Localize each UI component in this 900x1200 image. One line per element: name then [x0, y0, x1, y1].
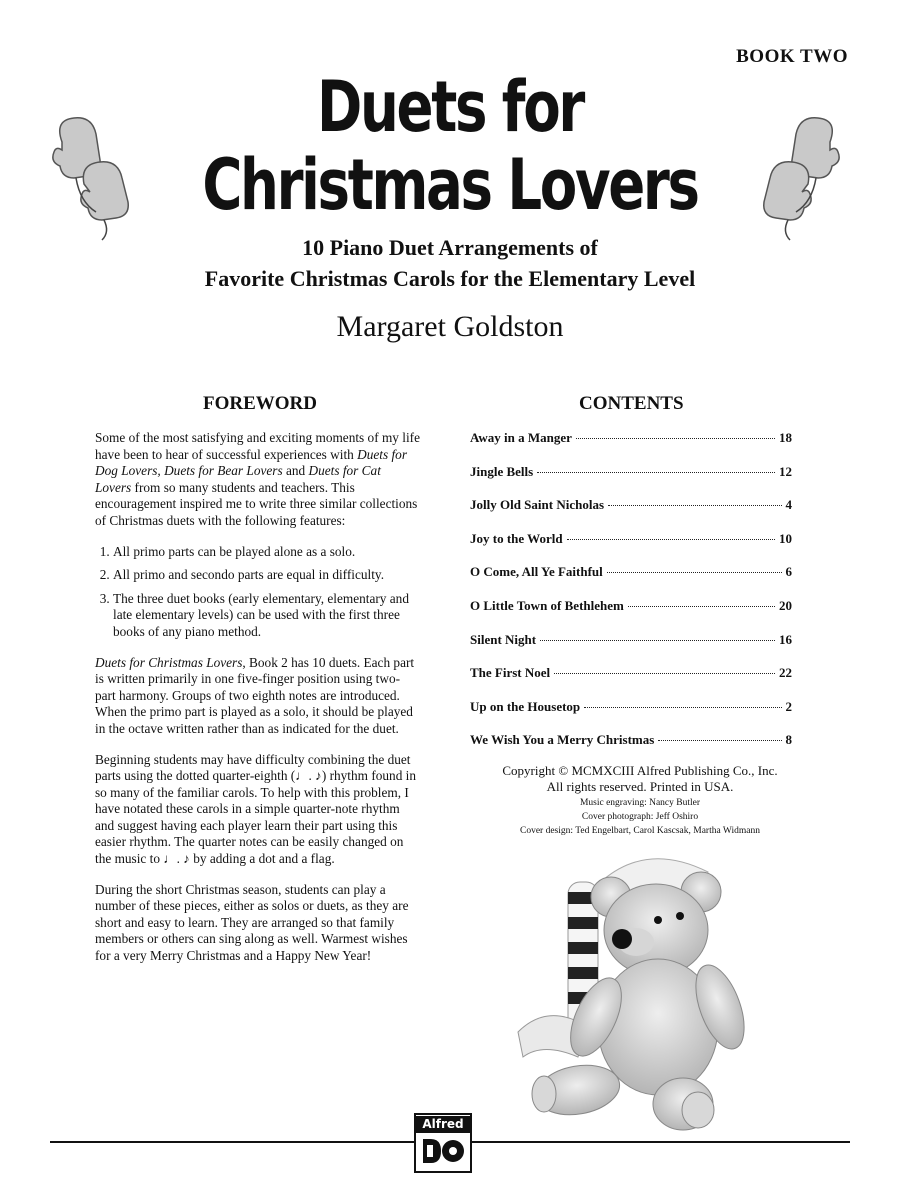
title-line-1: Duets for: [317, 66, 583, 148]
toc-page: 16: [779, 631, 792, 647]
list-item: 1. All primo parts can be played alone as a solo.: [113, 544, 420, 561]
alfred-logo: [414, 1113, 472, 1173]
alfred-logo-icon: [419, 1135, 467, 1167]
toc-page: 2: [785, 698, 792, 714]
toc-title: We Wish You a Merry Christmas: [470, 732, 655, 748]
dot-leader: [540, 640, 775, 641]
dot-leader: [607, 572, 782, 573]
list-item: [470, 430, 792, 464]
toc-page: 22: [779, 665, 792, 681]
subtitle-line-2: Favorite Christmas Carols for the Elementary Level: [204, 266, 696, 291]
foreword-paragraph-1: [95, 430, 420, 530]
dot-leader: [658, 740, 781, 741]
text-run: from so many students and teachers. This encouragement inspired me to write three similar collections of Christmas duets with the following features:: [95, 479, 418, 528]
toc-page: 20: [779, 597, 792, 613]
list-item: [470, 497, 792, 531]
toc-page: 18: [779, 430, 792, 445]
toc-title: The First Noel: [470, 665, 551, 681]
dot-leader: [628, 606, 775, 607]
toc-page: 8: [785, 732, 792, 748]
list-item: 3. The three duet books (early elementary, elementary and late elementary levels) can be used with the first three books of any piano method.: [113, 591, 420, 641]
author-name: Margaret Goldston: [336, 310, 564, 343]
book-label: BOOK TWO: [736, 46, 848, 67]
toc-title: Up on the Housetop: [470, 698, 581, 714]
teddy-bear-image: [508, 842, 778, 1132]
contents-list: [470, 430, 792, 766]
copyright-line: All rights reserved. Printed in USA.: [546, 779, 734, 794]
dot-leader: [537, 472, 775, 473]
logo-text: Alfred: [416, 1116, 470, 1133]
book-title: Duets for Christmas Lovers: [95, 654, 243, 670]
toc-title: Jingle Bells: [470, 463, 534, 479]
dot-leader: [567, 539, 775, 540]
book-title: Duets for Cat Lovers: [95, 463, 381, 495]
text-run: Some of the most satisfying and exciting moments of my life have been to hear of successful experiences with: [95, 430, 420, 462]
list-item: [470, 564, 792, 598]
toc-title: Jolly Old Saint Nicholas: [470, 497, 604, 513]
dot-leader: [584, 707, 781, 708]
dot-leader: [608, 505, 782, 506]
copyright-line: Copyright © MCMXCIII Alfred Publishing Co., Inc.: [502, 763, 778, 778]
toc-title: Away in a Manger: [470, 430, 572, 445]
toc-title: Joy to the World: [470, 530, 563, 546]
credit-line: Cover design: Ted Engelbart, Carol Kascsak, Martha Widmann: [519, 826, 760, 836]
dot-leader: [576, 438, 775, 439]
toc-title: O Come, All Ye Faithful: [470, 564, 603, 580]
text-run: , Book 2 has 10 duets. Each part is written primarily in one five-finger position using two-part harmony. Groups of two eighth notes are introduced. When the primo part is played as a solo, it should be played in the octave written rather than as indicated for the duet.: [95, 654, 415, 736]
list-item: [470, 632, 792, 666]
credit-line: Music engraving: Nancy Butler: [579, 798, 701, 808]
toc-page: 12: [779, 463, 792, 479]
text-run: and: [282, 463, 309, 479]
foreword-paragraph-3: Beginning students may have difficulty combining the duet parts using the dotted quarter-eighth (♩. ♪) rhythm found in so many of the familiar carols. To help with this problem, I have notated these carols in a simple quarter-note rhythm and suggest having each player learn their part using this easier rhythm. The quarter notes can be easily changed on the music to ♩. ♪ by adding a dot and a flag.: [95, 751, 417, 867]
list-item: [470, 732, 792, 766]
title-line-2: Christmas Lovers: [202, 144, 698, 226]
dot-leader: [554, 673, 775, 674]
foreword-heading: FOREWORD: [203, 393, 317, 414]
list-item: [470, 665, 792, 699]
list-item: 2. All primo and secondo parts are equal in difficulty.: [113, 567, 420, 584]
list-item: [470, 699, 792, 733]
toc-page: 10: [779, 530, 792, 546]
list-item: [470, 464, 792, 498]
toc-title: O Little Town of Bethlehem: [470, 597, 624, 613]
list-item: [470, 598, 792, 632]
copyright-notice: [470, 763, 810, 795]
list-item: [470, 531, 792, 565]
credit-line: Cover photograph: Jeff Oshiro: [581, 812, 699, 822]
features-list: [95, 544, 420, 641]
contents-heading: CONTENTS: [579, 393, 684, 414]
credits: [470, 796, 810, 838]
foreword-paragraph-2: [95, 655, 420, 738]
subtitle-line-1: 10 Piano Duet Arrangements of: [302, 235, 598, 260]
toc-page: 4: [785, 497, 792, 513]
toc-page: 6: [785, 564, 792, 580]
toc-title: Silent Night: [470, 631, 537, 647]
foreword-text: [95, 430, 420, 979]
book-title: Duets for Dog Lovers, Duets for Bear Lovers: [95, 446, 408, 479]
foreword-paragraph-4: During the short Christmas season, students can play a number of these pieces, either as solos or duets, as they are short and easy to learn. They are arranged so that family members or others can sing along as well. Warmest wishes for a very Merry Christmas and a Happy New Year!: [95, 881, 409, 964]
